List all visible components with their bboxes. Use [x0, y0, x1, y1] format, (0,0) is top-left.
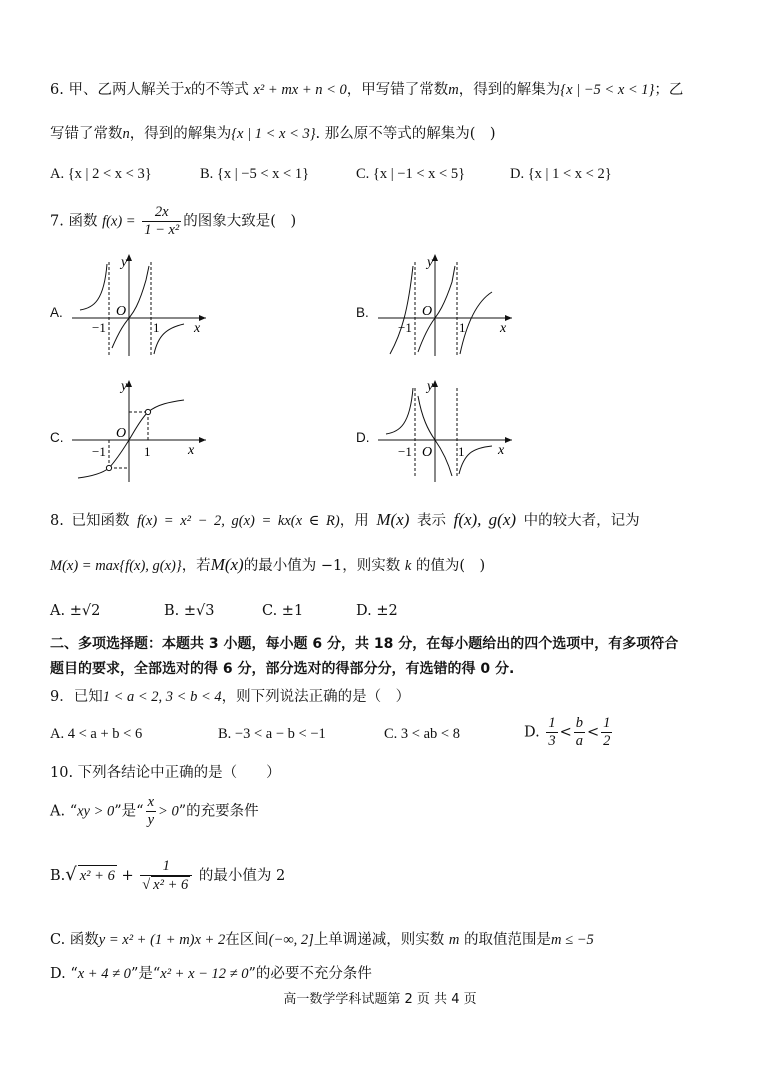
q7-graph-c-tick-pos: 1 [144, 444, 151, 459]
q9-stem: 9．已知1 < a < 2, 3 < b < 4，则下列说法正确的是（ ） [50, 689, 411, 705]
q8-option-b: B. ±√3 [164, 603, 215, 619]
q9-option-c: C. 3 < ab < 8 [384, 726, 460, 742]
q6-option-b: B. {x | −5 < x < 1} [200, 166, 310, 182]
q7-label-a: A. [50, 305, 63, 320]
q10-option-c: C. 函数y = x² + (1 + m)x + 2在区间(−∞, 2]上单调递减，则实数 m 的取值范围是m ≤ −5 [50, 932, 594, 948]
q10-option-a: A. “xy > 0”是“ $\frac{x}{y}$ > 0”的充要条件 [50, 794, 259, 828]
section2-line1: 二、多项选择题：本题共 3 小题，每小题 6 分，共 18 分，在每小题给出的四个选项中，有多项符合 [50, 636, 679, 652]
q10-option-b: B.√ x² + 6 + $\frac{1}{\text{√ x² + 6}}$ 的最小值为 2 [50, 858, 286, 893]
q7-graph-c-tick-neg: −1 [92, 444, 106, 459]
q6-option-a: A. {x | 2 < x < 3} [50, 166, 152, 182]
q7-graph-a-x: x [194, 321, 201, 336]
q9-option-b: B. −3 < a − b < −1 [218, 726, 326, 742]
q7-graph-a [66, 252, 216, 362]
q7-graph-b-tick-pos: 1 [459, 320, 466, 335]
q10-stem: 10. 下列各结论中正确的是（ ） [50, 765, 281, 781]
q7-graph-a-tick-neg: −1 [92, 320, 106, 335]
q7-label-c: C. [50, 430, 64, 445]
q7-graph-c [66, 378, 216, 488]
q7-graph-b-origin: O [422, 304, 433, 319]
q9-option-d: D. $\frac{1}{3}$ < $\frac{b}{a}$ < $\frac{1}{2}$ [524, 715, 611, 749]
q8-option-c: C. ±1 [262, 603, 304, 619]
q7-graph-c-x: x [188, 443, 195, 458]
q10-option-d: D. “x + 4 ≠ 0”是“x² + x − 12 ≠ 0”的必要不充分条件 [50, 966, 372, 982]
section2-line2: 题目的要求，全部选对的得 6 分，部分选对的得部分分，有选错的得 0 分. [50, 661, 515, 677]
q7-label-b: B. [356, 305, 369, 320]
q6-line1: 6. 甲、乙两人解关于x的不等式 x² + mx + n < 0，甲写错了常数m，得到的解集为{x | −5 < x < 1}；乙 [50, 82, 684, 98]
q7-graph-c-origin: O [116, 426, 127, 441]
q7-graph-d-y: y [427, 379, 434, 394]
q8-option-d: D. ±2 [356, 603, 398, 619]
q6-option-c: C. {x | −1 < x < 5} [356, 166, 466, 182]
q7-label-d: D. [356, 430, 370, 445]
q7-graph-d-x: x [498, 443, 505, 458]
q7-graph-d-origin: O [422, 445, 433, 460]
q9-option-a: A. 4 < a + b < 6 [50, 726, 143, 742]
q8-option-a: A. ±√2 [50, 603, 101, 619]
q7-graph-c-y: y [121, 379, 128, 394]
q7-graph-b-x: x [500, 321, 507, 336]
q7-graph-a-origin: O [116, 304, 127, 319]
q8-line2: M(x) = max{f(x), g(x)}，若M(x)的最小值为 −1，则实数 k 的值为( ) [50, 555, 486, 574]
q8-line1: 8. 已知函数 f(x) = x² − 2, g(x) = kx(x ∈ R)，用 M(x) 表示 f(x), g(x) 中的较大者，记为 [50, 510, 640, 529]
q6-option-d: D. {x | 1 < x < 2} [510, 166, 612, 182]
q7-graph-b [372, 252, 522, 362]
q7-graph-b-y: y [427, 255, 434, 270]
q6-line2: 写错了常数n，得到的解集为{x | 1 < x < 3}. 那么原不等式的解集为( ) [50, 126, 496, 142]
q7-graph-b-tick-neg: −1 [398, 320, 412, 335]
q7-graph-d [372, 378, 522, 488]
page-footer: 高一数学学科试题第 2 页 共 4 页 [283, 992, 477, 1007]
q7-graph-d-tick-pos: 1 [458, 444, 465, 459]
q7-graph-a-tick-pos: 1 [153, 320, 160, 335]
q7-stem: 7. 函数 f(x) = $\frac{2x}{\text{1 − x²}}$ 的图象大致是( ) [50, 204, 297, 238]
q7-graph-a-y: y [121, 255, 128, 270]
q7-graph-d-tick-neg: −1 [398, 444, 412, 459]
q7-fraction: $\frac{2x}{\text{1 − x²}}$ [144, 204, 180, 238]
